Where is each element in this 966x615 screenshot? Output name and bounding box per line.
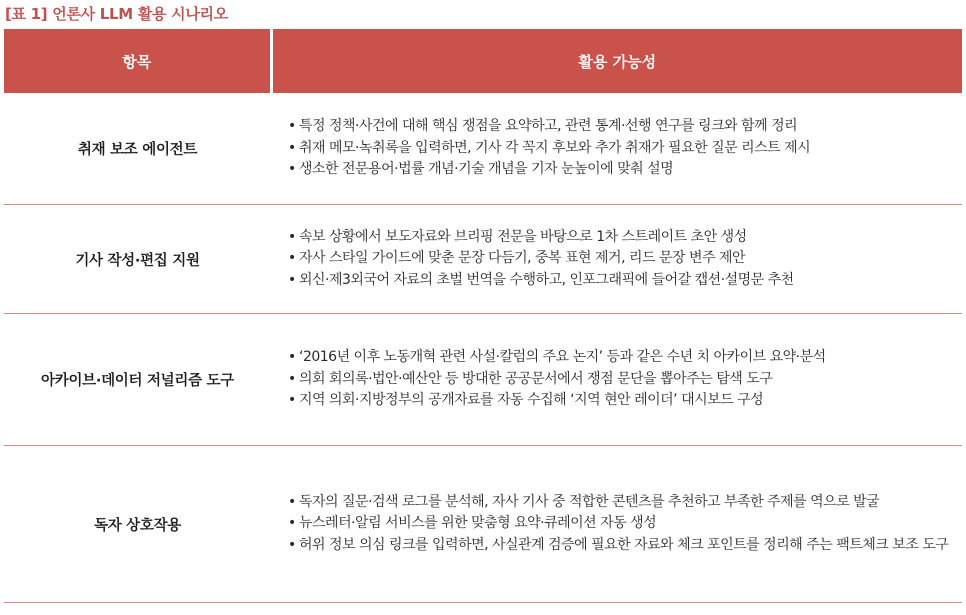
row-uses-cell [271, 446, 962, 603]
uses-list [271, 116, 962, 181]
list-item: • 지역 의회·지방정부의 공개자료를 자동 수집해 ‘지역 현안 레이더’ 대시보드 구성 [288, 390, 954, 412]
uses-list [271, 347, 962, 412]
list-item: • 의회 회의록·법안·예산안 등 방대한 공공문서에서 쟁점 문단을 뽑아주는 탐색 도구 [288, 369, 954, 391]
list-item: • 외신·제3외국어 자료의 초벌 번역을 수행하고, 인포그래픽에 들어갈 캡션·설명문 추천 [288, 270, 954, 292]
table-caption: [표 1] 언론사 LLM 활용 시나리오 [5, 5, 228, 23]
list-item: • 독자의 질문·검색 로그를 분석해, 자사 기사 중 적합한 콘텐츠를 추천하고 부족한 주제를 역으로 발굴 [288, 492, 954, 514]
list-item: • ‘2016년 이후 노동개혁 관련 사설·칼럼의 주요 논지’ 등과 같은 수년 치 아카이브 요약·분석 [288, 347, 954, 369]
table-row [4, 205, 962, 314]
row-item-label: 아카이브·데이터 저널리즘 도구 [4, 314, 271, 446]
row-item-label: 취재 보조 에이전트 [4, 93, 271, 205]
row-uses-cell [271, 314, 962, 446]
table-row [4, 93, 962, 205]
list-item: • 허위 정보 의심 링크를 입력하면, 사실관계 검증에 필요한 자료와 체크 포인트를 정리해 주는 팩트체크 보조 도구 [288, 535, 954, 557]
list-item: • 특정 정책·사건에 대해 핵심 쟁점을 요약하고, 관련 통계·선행 연구를 링크와 함께 정리 [288, 116, 954, 138]
row-uses-cell [271, 93, 962, 205]
uses-list [271, 492, 962, 557]
header-uses: 활용 가능성 [271, 29, 962, 93]
row-uses-cell [271, 205, 962, 314]
table-row [4, 314, 962, 446]
uses-list [271, 227, 962, 292]
table-row [4, 446, 962, 603]
llm-scenario-table [4, 29, 962, 603]
row-item-label: 기사 작성·편집 지원 [4, 205, 271, 314]
row-item-label: 독자 상호작용 [4, 446, 271, 603]
list-item: • 뉴스레터·알림 서비스를 위한 맞춤형 요약·큐레이션 자동 생성 [288, 513, 954, 535]
list-item: • 자사 스타일 가이드에 맞춘 문장 다듬기, 중복 표현 제거, 리드 문장 변주 제안 [288, 248, 954, 270]
list-item: • 속보 상황에서 보도자료와 브리핑 전문을 바탕으로 1차 스트레이트 초안 생성 [288, 227, 954, 249]
list-item: • 생소한 전문용어·법률 개념·기술 개념을 기자 눈높이에 맞춰 설명 [288, 159, 954, 181]
header-item: 항목 [4, 29, 271, 93]
table-header-row [4, 29, 962, 93]
list-item: • 취재 메모·녹취록을 입력하면, 기사 각 꼭지 후보와 추가 취재가 필요한 질문 리스트 제시 [288, 138, 954, 160]
